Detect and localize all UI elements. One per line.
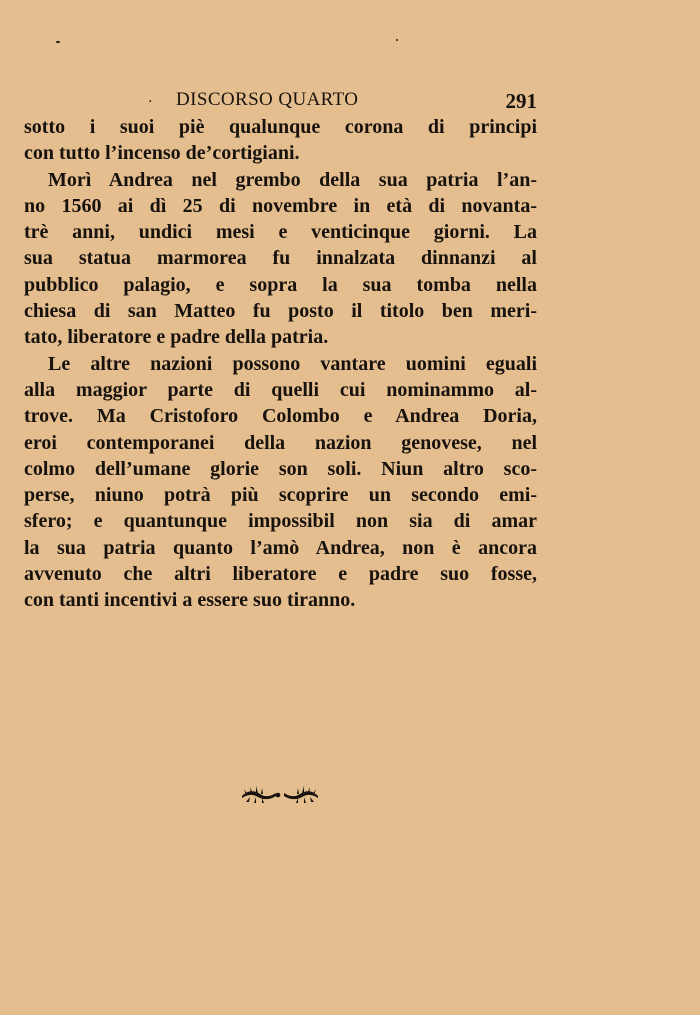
text-line: trè anni, undici mesi e venticinque giorni. La (24, 221, 537, 244)
text-line: perse, niuno potrà più scoprire un secondo emi- (24, 484, 537, 507)
text-line: sua statua marmorea fu innalzata dinnanzi al (24, 247, 537, 270)
text-line: eroi contemporanei della nazion genovese, nel (24, 431, 537, 454)
text-line: no 1560 ai dì 25 di novembre in età di novanta- (24, 194, 537, 217)
text-line: pubblico palagio, e sopra la sua tomba nella (24, 273, 537, 296)
text-line: alla maggior parte di quelli cui nominammo al- (24, 378, 537, 401)
text-line: colmo dell’umane glorie son soli. Niun altro sco- (24, 457, 537, 480)
header-mark: . (148, 90, 153, 106)
text-line: con tanti incentivi a essere suo tiranno. (24, 589, 356, 612)
text-line: chiesa di san Matteo fu posto il titolo ben meri- (24, 300, 537, 323)
print-speck (56, 41, 60, 43)
text-line: con tutto l’incenso de’cortigiani. (24, 142, 300, 165)
print-speck (396, 39, 398, 41)
text-line: sfero; e quantunque impossibil non sia di amar (24, 510, 537, 533)
paragraph-first-line: Morì Andrea nel grembo della sua patria l’an- (48, 168, 537, 191)
text-line: avvenuto che altri liberatore e padre suo fosse, (24, 563, 537, 586)
floral-ornament-icon (240, 782, 320, 806)
text-line: tato, liberatore e padre della patria. (24, 326, 329, 349)
text-line: sotto i suoi piè qualunque corona di principi (24, 116, 537, 138)
text-line: la sua patria quanto l’amò Andrea, non è ancora (24, 536, 537, 559)
page-number: 291 (505, 89, 537, 113)
paragraph-first-line: Le altre nazioni possono vantare uomini eguali (48, 352, 537, 375)
chapter-title: DISCORSO QUARTO (176, 89, 359, 110)
body-text (24, 114, 537, 614)
text-line: trove. Ma Cristoforo Colombo e Andrea Doria, (24, 405, 537, 428)
running-header (24, 89, 537, 111)
